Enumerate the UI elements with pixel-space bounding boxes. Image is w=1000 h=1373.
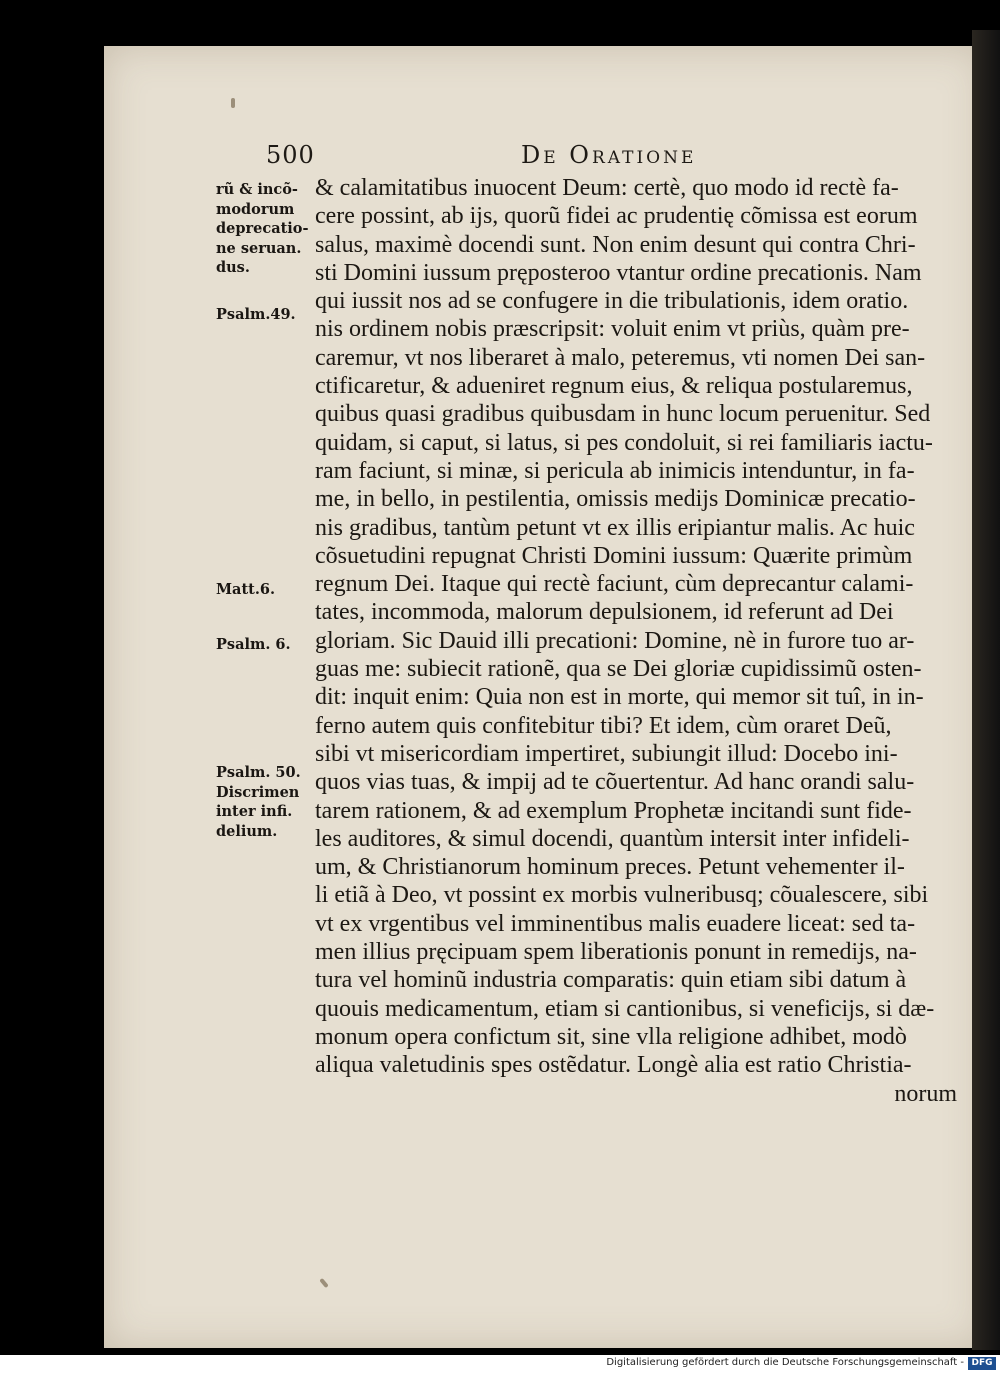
text-line: quouis medicamentum, etiam si cantionibus, si veneficijs, si dæ-: [315, 995, 935, 1022]
marginal-line: Psalm. 6.: [216, 636, 291, 653]
body-text: [315, 174, 975, 1108]
text-line: sti Domini iussum pręposteroо vtantur ordine precationis. Nam: [315, 259, 922, 286]
text-line: salus, maximè docendi sunt. Non enim desunt qui contra Chri-: [315, 231, 916, 258]
text-line: ram faciunt, si minæ, si pericula ab inimicis intenduntur, in fa-: [315, 457, 915, 484]
text-line: um, & Christianorum hominum preces. Petunt vehementer il-: [315, 854, 905, 881]
marginal-note-psalm-50: [216, 763, 314, 841]
text-line: nis gradibus, tantùm petunt vt ex illis eripiantur malis. Ac huic: [315, 514, 915, 541]
text-line: cere possint, ab ijs, quorũ fidei ac prudentię cõmissa est eorum: [315, 203, 918, 230]
marginal-note-psalm-6: [216, 635, 314, 655]
text-line: dit: inquit enim: Quia non est in morte, qui memor sit tuî, in in-: [315, 684, 924, 711]
ink-speck: [231, 98, 235, 108]
text-line: tarem rationem, & ad exemplum Prophetæ incitandi sunt fide-: [315, 797, 912, 824]
text-line: men illius pręcipuam spem liberationis ponunt in remedijs, na-: [315, 939, 917, 966]
marginal-line: modorum: [216, 200, 295, 218]
marginal-line: ne seruan.: [216, 239, 302, 257]
catchword: norum: [894, 1080, 957, 1107]
text-line: sibi vt misericordiam impertiret, subiungit illud: Docebo ini-: [315, 740, 898, 767]
text-line: quidam, si caput, si latus, si pes condoluit, si rei familiaris iactu-: [315, 429, 933, 456]
text-line: aliqua valetudinis spes ostẽdatur. Longè alia est ratio Christia-: [315, 1052, 912, 1079]
marginal-line: delium.: [216, 822, 278, 840]
text-line: & calamitatibus inuocent Deum: certè, quo modo id rectè fa-: [315, 175, 899, 201]
footer-bar: [0, 1355, 1000, 1373]
dfg-logo: DFG: [968, 1357, 996, 1370]
marginal-line: Psalm.49.: [216, 306, 296, 323]
text-line: nis ordinem nobis præscripsit: voluit enim vt priùs, quàm pre-: [315, 316, 910, 343]
text-line: li etiã à Deo, vt possint ex morbis vulneribusq; cõualescere, sibi: [315, 882, 929, 909]
text-line: monum opera confictum sit, sine vlla religione adhibet, modò: [315, 1023, 907, 1050]
text-line: vt ex vrgentibus vel imminentibus malis euadere liceat: sed ta-: [315, 910, 916, 937]
text-line: tura vel hominũ industria comparatis: quin etiam sibi datum à: [315, 967, 907, 994]
text-line: quibus quasi gradibus quibusdam in hunc locum peruenitur. Sed: [315, 401, 931, 428]
marginal-note-psalm-49: [216, 305, 314, 325]
text-line: qui iussit nos ad se confugere in die tribulationis, idem oratio.: [315, 288, 909, 315]
running-head: De Oratione: [521, 141, 697, 169]
text-line: me, in bello, in pestilentia, omissis medijs Dominicæ precatio-: [315, 486, 916, 513]
funding-credit: Digitalisierung gefördert durch die Deutsche Forschungsgemeinschaft -: [606, 1357, 964, 1368]
marginal-line: Discrimen: [216, 783, 300, 801]
text-line: guas me: subiecit rationẽ, qua se Dei gloriæ cupidissimũ osten-: [315, 656, 922, 683]
text-line: regnum Dei. Itaque qui rectè faciunt, cùm deprecantur calami-: [315, 571, 914, 598]
marginal-line: deprecatio-: [216, 220, 309, 237]
text-line: les auditores, & simul docendi, quantùm intersit inter infideli-: [315, 825, 910, 852]
text-line: gloriam. Sic Dauid illi precationi: Domine, nè in furore tuo ar-: [315, 627, 915, 654]
marginal-note-deprecatione: [216, 180, 314, 278]
text-line: quos vias tuas, & impij ad te cõuertentur. Ad hanc orandi salu-: [315, 769, 915, 796]
text-line: ctificaretur, & adueniret regnum eius, & reliqua postularemus,: [315, 373, 913, 400]
text-line: caremur, vt nos liberaret à malo, peteremus, vti nomen Dei san-: [315, 344, 926, 371]
text-line: ferno autem quis confitebitur tibi? Et idem, cùm oraret Deũ,: [315, 712, 892, 739]
marginal-line: dus.: [216, 259, 250, 276]
marginal-note-matt-6: [216, 580, 314, 600]
marginal-line: inter infi.: [216, 803, 293, 820]
marginal-line: rũ & incõ-: [216, 181, 298, 198]
text-line: cõsuetudini repugnat Christi Domini iussum: Quærite primùm: [315, 542, 913, 569]
page-number: 500: [266, 141, 315, 169]
marginal-line: Matt.6.: [216, 581, 276, 598]
page-edge: [972, 30, 1000, 1350]
marginal-line: Psalm. 50.: [216, 764, 301, 781]
text-line: tates, incommoda, malorum depulsionem, id referunt ad Dei: [315, 599, 894, 626]
